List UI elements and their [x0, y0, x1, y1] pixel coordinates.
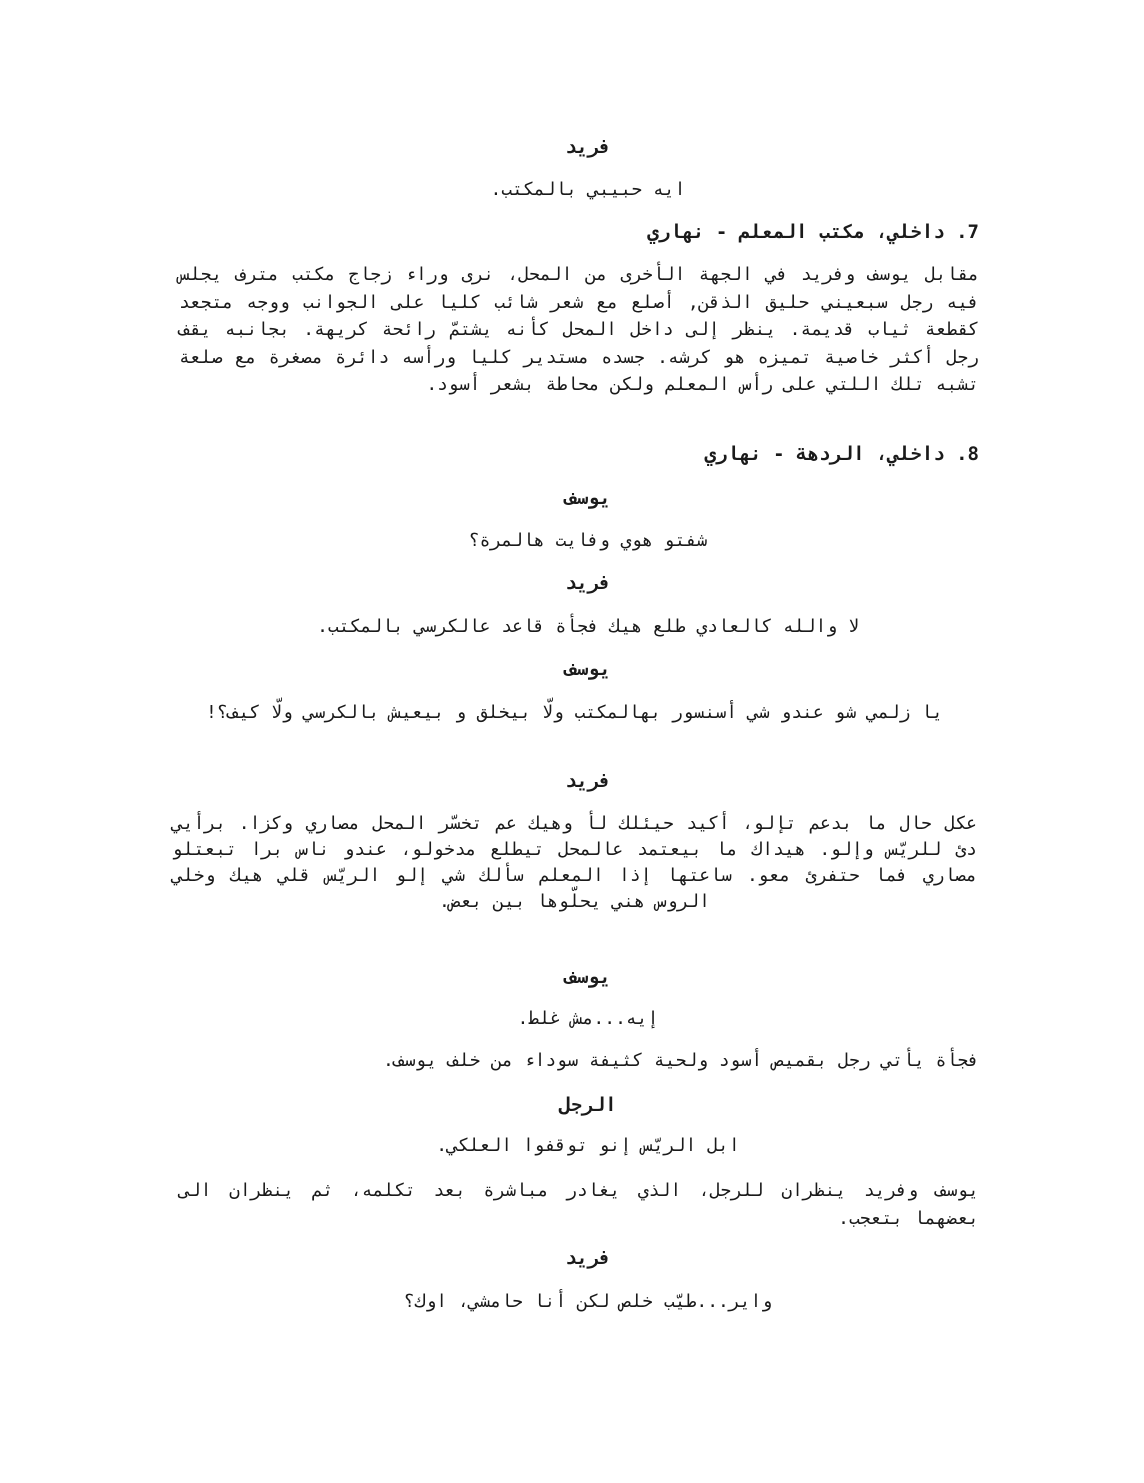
character-name: يوسف — [565, 658, 611, 680]
action-paragraph: يوسف وفريد ينظران للرجل، الذي يغادر مباشرة بعد تكلمه، ثم ينظران الى بعضهما بتعجب. — [168, 1180, 979, 1229]
dialogue: يا زلمي شو عندو شي أسنسور بهالمكتب ولّا بيخلق و بيعيش بالكرسي ولّا كيف؟! — [206, 702, 943, 723]
dialogue: عكل حال ما بدعم تإلو، أكيد حيئلك لأ وهيك عم تخسّر المحل مصاري وكزا. برأيي دئ للريّس وإلو. هيداك ما بيعتمد عالمحل تيطلع مدخولو، عندو ناس برا تبعتلو مصاري فما حتفرئ معو. ساعتها إذا المعلم سألك شي إلو الريّس قلي هيك وخلي الروس هني يحلّوها بين بعض. — [161, 813, 977, 912]
dialogue: واير...طيّب خلص لكن أنا حامشي، اوك؟ — [403, 1291, 773, 1312]
character-name: فريد — [565, 136, 611, 158]
character-name: فريد — [565, 572, 611, 594]
dialogue: شفتو هوي وفايت هالمرة؟ — [468, 530, 708, 551]
character-name: فريد — [565, 770, 611, 792]
scene-heading: 7. داخلي، مكتب المعلم - نهاري — [647, 221, 979, 243]
dialogue: ابل الريّس إنو توقفوا العلكي. — [436, 1135, 740, 1156]
dialogue: لا والله كالعادي طلع هيك فجأة قاعد عالكرسي بالمكتب. — [317, 616, 859, 637]
dialogue: إيه...مش غلط. — [517, 1008, 659, 1029]
character-name: يوسف — [565, 966, 611, 988]
character-name: الرجل — [559, 1094, 617, 1116]
action-paragraph: فجأة يأتي رجل بقميص أسود ولحية كثيفة سوداء من خلف يوسف. — [382, 1050, 979, 1071]
scene-heading: 8. داخلي، الردهة - نهاري — [704, 443, 979, 465]
character-name: فريد — [565, 1247, 611, 1269]
character-name: يوسف — [565, 487, 611, 509]
action-paragraph: مقابل يوسف وفريد في الجهة الأخرى من المحل، نرى وراء زجاج مكتب مترف يجلس فيه رجل سبعيني حليق الذقن, أصلع مع شعر شائب كليا على الجوانب ووجه متجعد كقطعة ثياب قديمة. ينظر إلى داخل المحل كأنه يشتمّ رائحة كريهة. بجانبه يقف رجل أكثر خاصية تميزه هو كرشه. جسده مستدير كليا ورأسه دائرة مصغرة مع صلعة تشبه تلك اللتي على رأس المعلم ولكن محاطة بشعر أسود. — [168, 264, 979, 395]
dialogue: ايه حبيبي بالمكتب. — [490, 179, 686, 200]
